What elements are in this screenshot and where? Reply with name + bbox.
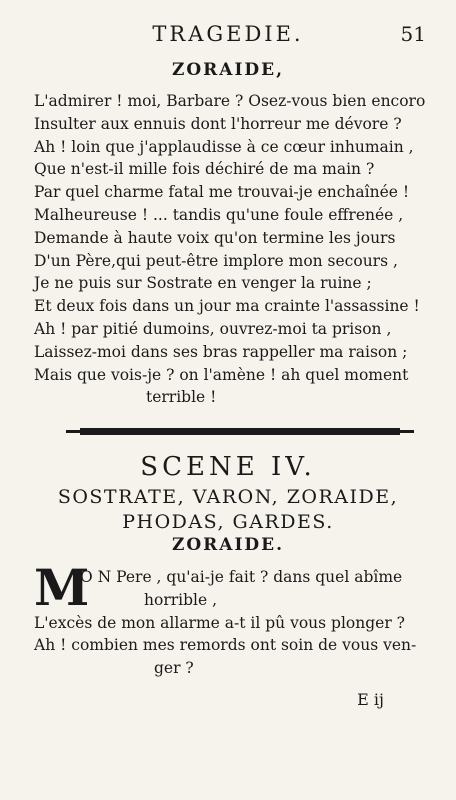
verse-line: Par quel charme fatal me trouvai-je enchaînée ! [34,183,410,202]
scene-title: SCENE IV. [140,452,316,482]
verse-line: terrible ! [146,388,217,407]
cast-list: PHODAS, GARDES. [122,511,334,533]
verse-line: Insulter aux ennuis dont l'horreur me dévore ? [34,114,402,133]
running-title: TRAGEDIE. [152,22,304,46]
cast-list: SOSTRATE, VARON, ZORAIDE, [57,486,399,508]
verse-line: L'admirer ! moi, Barbare ? Osez-vous bien encoro [34,92,426,110]
signature-mark: E ij [357,690,384,709]
verse-line: O N Pere , qu'ai-je fait ? dans quel abîme [80,568,403,586]
speaker-name: ZORAIDE, [171,60,285,80]
verse-line: Demande à haute voix qu'on termine les jours [34,228,396,247]
verse-line: L'excès de mon allarme a-t il pû vous plonger ? [34,613,405,632]
verse-line: Que n'est-il mille fois déchiré de ma main ? [34,160,375,179]
verse-line: D'un Père,qui peut-être implore mon secours , [34,251,398,270]
verse-line: horrible , [144,590,217,609]
verse-line: Et deux fois dans un jour ma crainte l'assassine ! [34,297,420,316]
verse-line: Je ne puis sur Sostrate en venger la ruine ; [34,274,372,293]
verse-line: Ah ! loin que j'applaudisse à ce cœur inhumain , [34,137,414,156]
verse-line: Ah ! par pitié dumoins, ouvrez-moi ta prison , [34,319,392,338]
page-number: 51 [400,22,426,46]
verse-line: Laissez-moi dans ses bras rappeller ma raison ; [34,342,408,361]
drop-capital: M [34,558,90,617]
ornamental-rule [80,428,400,435]
verse-line: Malheureuse ! ... tandis qu'une foule effrenée , [34,205,404,224]
verse-block [34,566,444,680]
speaker-name: ZORAIDE. [171,535,285,555]
verse-line: ger ? [154,659,194,678]
verse-block [34,90,434,409]
verse-line: Mais que vois-je ? on l'amène ! ah quel moment [34,365,409,384]
verse-line: Ah ! combien mes remords ont soin de vous ven- [34,636,417,655]
